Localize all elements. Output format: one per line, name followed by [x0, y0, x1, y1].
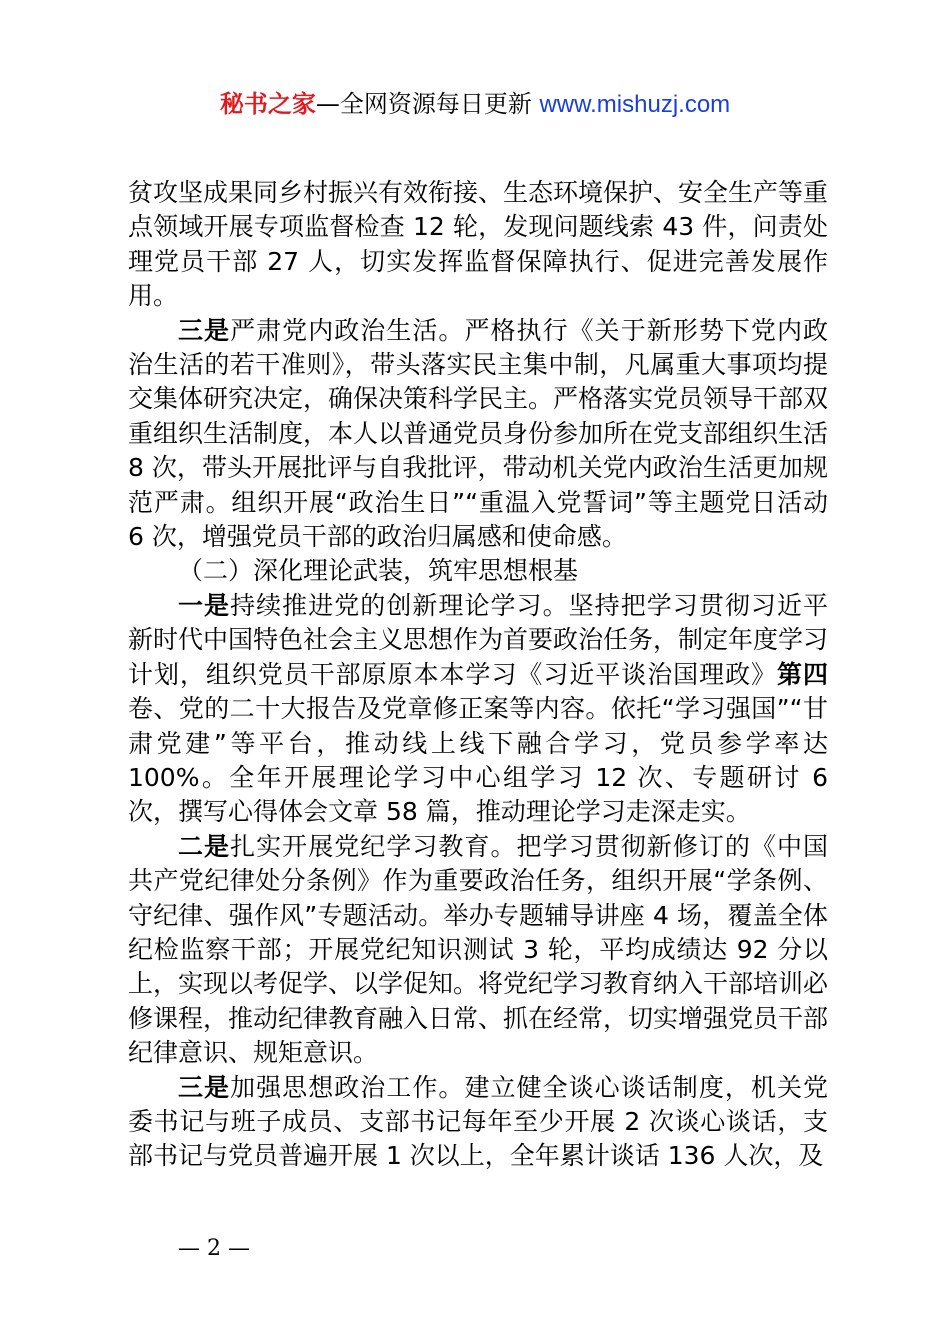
brand-name: 秘书之家	[219, 90, 316, 118]
site-header	[0, 86, 950, 123]
header-tagline: —全网资源每日更新	[315, 90, 532, 118]
paragraph-item-1-theory-study: 一是持续推进党的创新理论学习。坚持把学习贯彻习近平新时代中国特色社会主义思想作为首要政治任务，制定年度学习计划，组织党员干部原原本本学习《习近平谈治国理政》第四卷、党的二十大报告及党章修正案等内容。依托“学习强国”“甘肃党建”等平台，推动线上线下融合学习，党员参学率达 100%。全年开展理论学习中心组学习 12 次、专题研讨 6 次，撰写心得体会文章 58 篇，推动理论学习走深走实。	[128, 590, 829, 827]
paragraph-lead: 三是	[178, 315, 231, 345]
paragraph-lead: 一是	[178, 590, 231, 620]
paragraph-lead: 二是	[178, 831, 231, 861]
paragraph-continued: 贫攻坚成果同乡村振兴有效衔接、生态环境保护、安全生产等重点领域开展专项监督检查 12 轮，发现问题线索 43 件，问责处理党员干部 27 人，切实发挥监督保障执行、促进完善发展作用。	[128, 178, 829, 311]
header-url-link[interactable]: www.mishuzj.com	[539, 91, 731, 118]
paragraph-lead: 三是	[178, 1072, 231, 1102]
document-body	[128, 176, 828, 1174]
page-number: — 2 —	[178, 1236, 250, 1261]
section-heading: （二）深化理论武装，筑牢思想根基	[178, 556, 579, 586]
paragraph-item-3-ideological-work: 三是加强思想政治工作。建立健全谈心谈话制度，机关党委书记与班子成员、支部书记每年至少开展 2 次谈心谈话，支部书记与党员普遍开展 1 次以上，全年累计谈话 136 人次，及	[128, 1072, 828, 1171]
paragraph-item-2-discipline-education: 二是扎实开展党纪学习教育。把学习贯彻新修订的《中国共产党纪律处分条例》作为重要政治任务，组织开展“学条例、守纪律、强作风”专题活动。举办专题辅导讲座 4 场，覆盖全体纪检监察干部；开展党纪知识测试 3 轮，平均成绩达 92 分以上，实现以考促学、以学促知。将党纪学习教育纳入干部培训必修课程，推动纪律教育融入日常、抓在经常，切实增强党员干部纪律意识、规矩意识。	[128, 831, 829, 1068]
bold-fragment: 第四	[777, 659, 828, 689]
paragraph-item-3-political-life: 三是严肃党内政治生活。严格执行《关于新形势下党内政治生活的若干准则》，带头落实民主集中制，凡属重大事项均提交集体研究决定，确保决策科学民主。严格落实党员领导干部双重组织生活制度，本人以普通党员身份参加所在党支部组织生活 8 次，带头开展批评与自我批评，带动机关党内政治生活更加规范严肃。组织开展“政治生日”“重温入党誓词”等主题党日活动 6 次，增强党员干部的政治归属感和使命感。	[128, 315, 829, 552]
